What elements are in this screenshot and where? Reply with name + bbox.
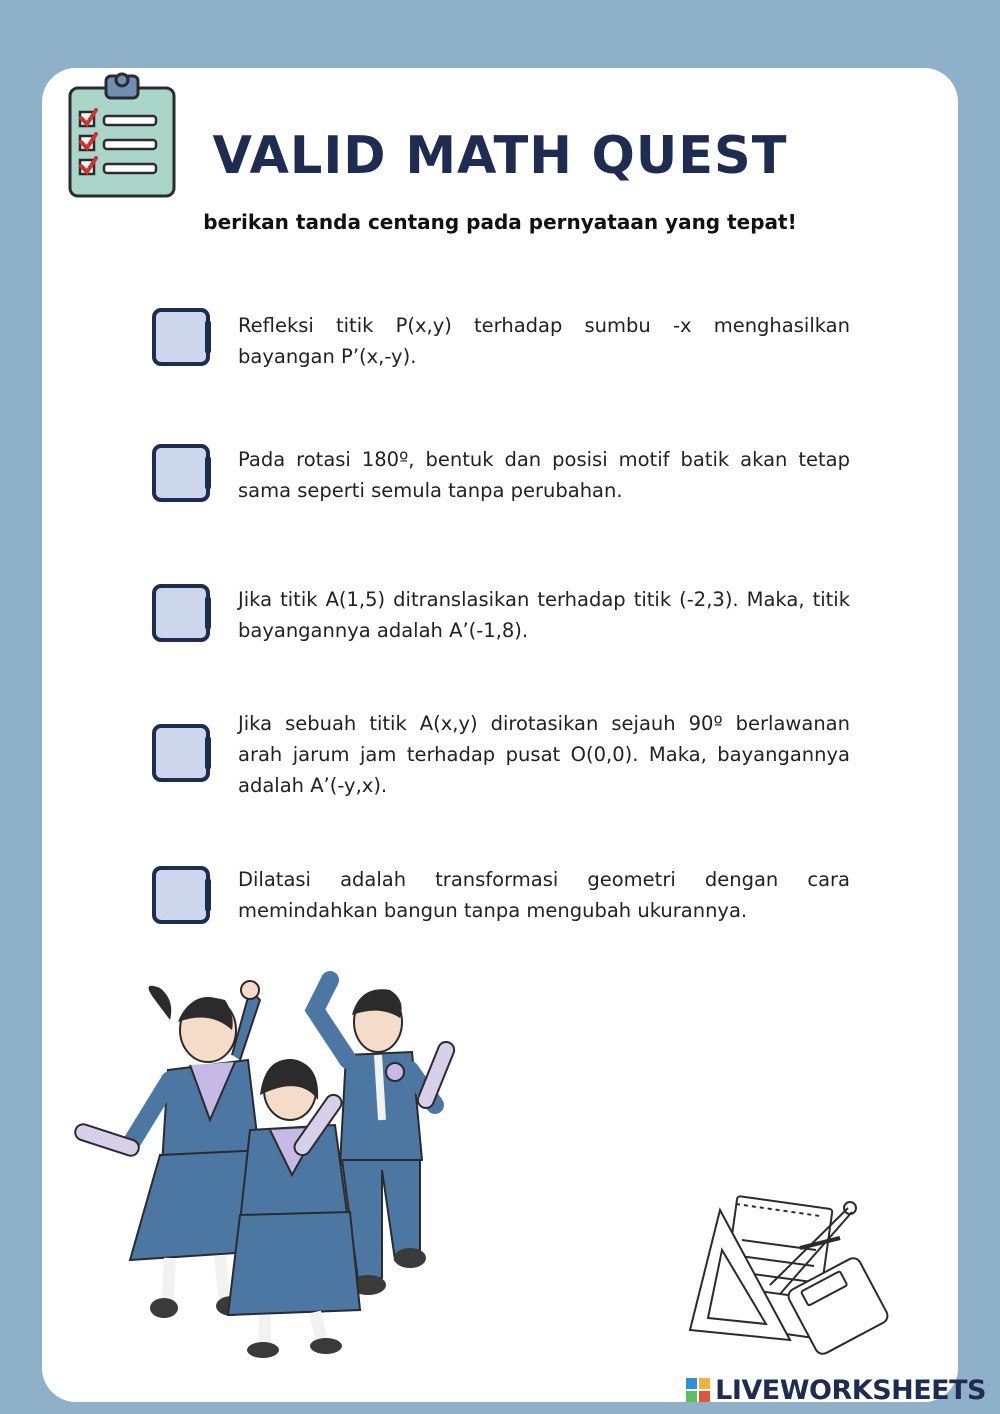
statement-checkbox[interactable] xyxy=(152,866,210,924)
statement-text: Jika titik A(1,5) ditranslasikan terhadap titik (-2,3). Maka, titik bayangannya adalah A’(-1,8). xyxy=(238,588,850,642)
liveworksheets-logo-icon xyxy=(685,1377,711,1403)
statement-checkbox[interactable] xyxy=(152,584,210,642)
statement-checkbox[interactable] xyxy=(152,724,210,782)
statement-text: Jika sebuah titik A(x,y) dirotasikan sejauh 90º berlawanan arah jarum jam terhadap pusat O(0,0). Maka, bayangannya adalah A’(-y,x). xyxy=(238,712,850,797)
statement-text: Pada rotasi 180º, bentuk dan posisi motif batik akan tetap sama seperti semula tanpa perubahan. xyxy=(238,448,850,502)
page-title: VALID MATH QUEST xyxy=(212,126,788,186)
math-tools-illustration xyxy=(680,1190,890,1360)
statement-text: Dilatasi adalah transformasi geometri dengan cara memindahkan bangun tanpa mengubah ukurannya. xyxy=(238,868,850,922)
instruction-subtitle: berikan tanda centang pada pernyataan yang tepat! xyxy=(203,210,797,234)
students-graduation-illustration xyxy=(60,960,480,1360)
liveworksheets-brand-text: LIVEWORKSHEETS xyxy=(715,1374,986,1406)
liveworksheets-logo xyxy=(685,1372,986,1408)
statement-checkbox[interactable] xyxy=(152,308,210,366)
statement-text: Refleksi titik P(x,y) terhadap sumbu -x menghasilkan bayangan P’(x,-y). xyxy=(238,314,850,368)
statement-checkbox[interactable] xyxy=(152,444,210,502)
